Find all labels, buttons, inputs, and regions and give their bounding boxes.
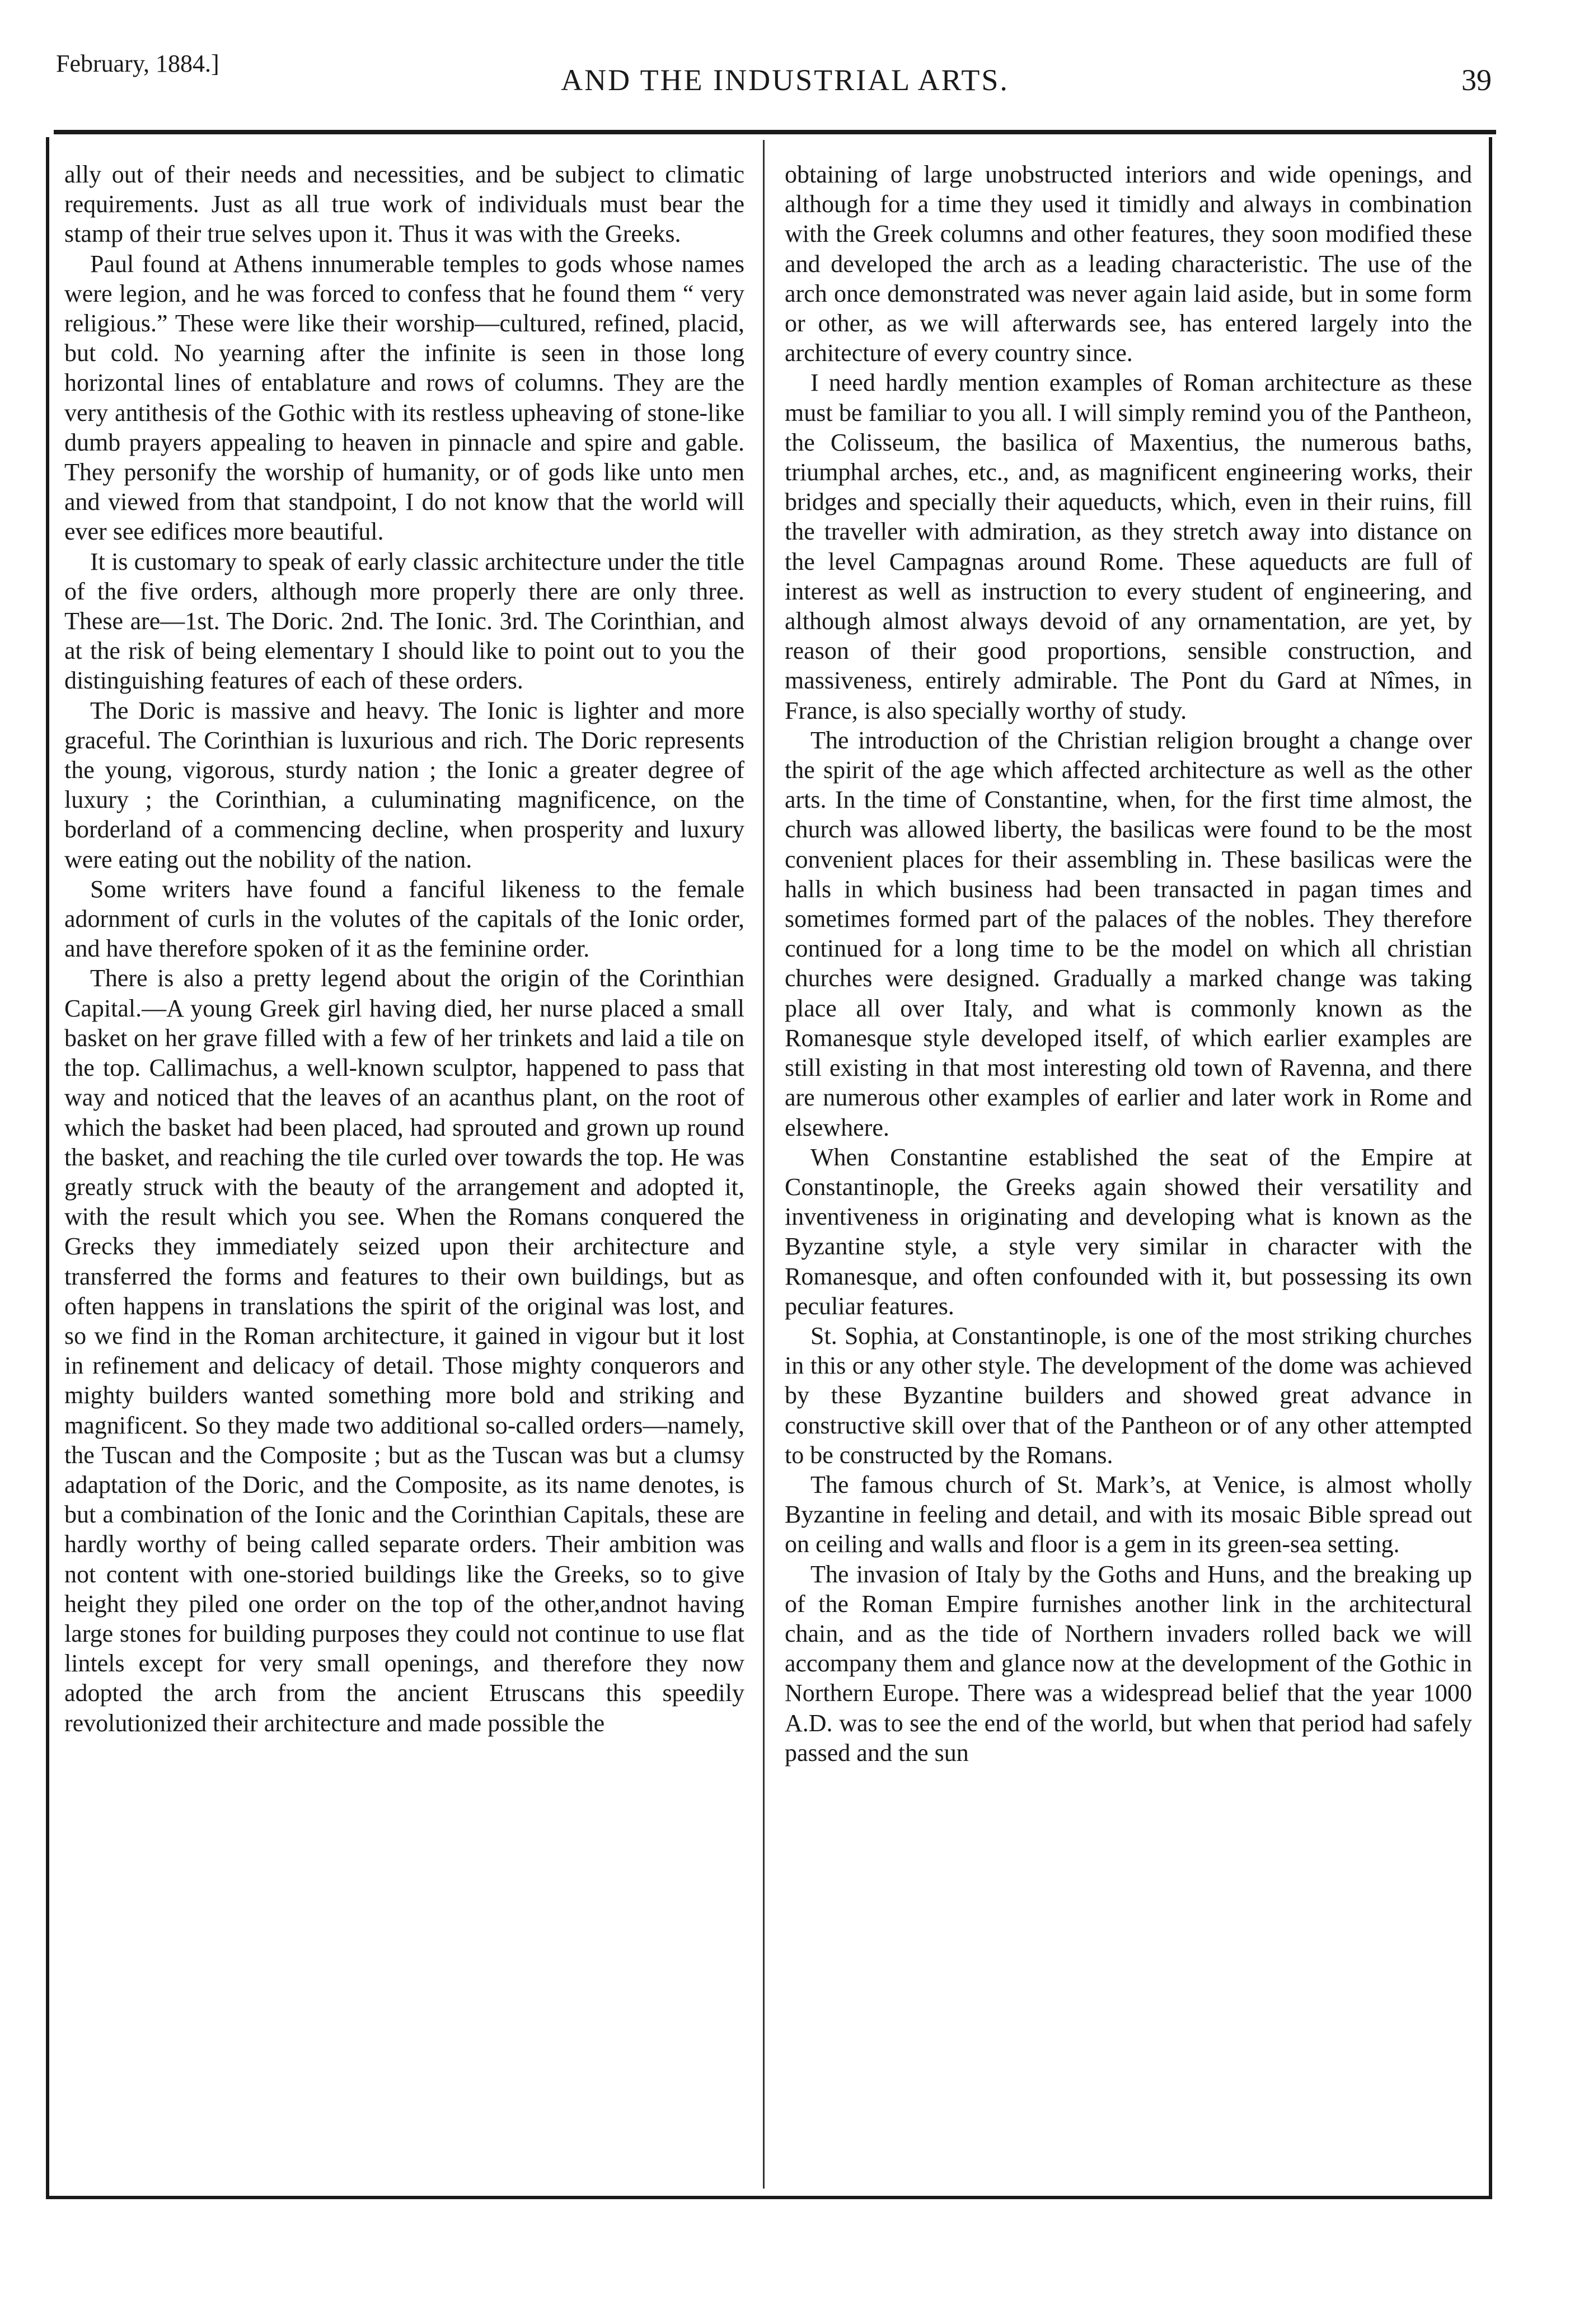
paragraph: Paul found at Athens innumerable temples to gods whose names were legion, and he was forced to confess that he found them “ very religious.” These were like their worship—cultured, refined, placid, but cold. No yearning after the infinite is seen in those long horizontal lines of entablature and rows of columns. They are the very antithesis of the Gothic with its restless upheaving of stone-like dumb prayers appealing to heaven in pinnacle and spire and gable. They personify the worship of humanity, or of gods like unto men and viewed from that standpoint, I do not know that the world will ever see edifices more beautiful. [64, 250, 744, 546]
right-column [785, 160, 1472, 2186]
paragraph: obtaining of large unobstructed interiors and wide openings, and although for a time they used it timidly and always in combination with the Greek columns and other features, they soon modified these and developed the arch as a leading characteristic. The use of the arch once demonstrated was never again laid aside, but in some form or other, as we will afterwards see, has entered largely into the architecture of every country since. [785, 161, 1472, 367]
left-border [46, 137, 49, 2198]
paragraph: When Constantine established the seat of the Empire at Constantinople, the Greeks again showed their versatility and inventiveness in originating and developing what is known as the Byzantine style, a style very similar in character with the Romanesque, and often confounded with it, but possessing its own peculiar features. [785, 1143, 1472, 1320]
header-rule [54, 130, 1496, 134]
paragraph: It is customary to speak of early classic architecture under the title of the five orders, although more properly there are only three. These are—1st. The Doric. 2nd. The Ionic. 3rd. The Corinthian, and at the risk of being elementary I should like to point out to you the distinguishing features of each of these orders. [64, 547, 744, 695]
paragraph: St. Sophia, at Constantinople, is one of the most striking churches in this or any other style. The development of the dome was achieved by these Byzantine builders and showed great advance in constructive skill over that of the Pantheon or of any other attempted to be constructed by the Romans. [785, 1322, 1472, 1469]
paragraph: The Doric is massive and heavy. The Ionic is lighter and more graceful. The Corinthian is luxurious and rich. The Doric represents the young, vigorous, sturdy nation ; the Ionic a greater degree of luxury ; the Corinthian, a culuminating magnificence, on the borderland of a commencing decline, when prosperity and luxury were eating out the nobility of the nation. [64, 696, 744, 873]
right-border [1489, 137, 1492, 2198]
paragraph: There is also a pretty legend about the origin of the Corinthian Capital.—A young Greek girl having died, her nurse placed a small basket on her grave filled with a few of her trinkets and laid a tile on the top. Callimachus, a well-known sculptor, happened to pass that way and noticed that the leaves of an acanthus plant, on the root of which the basket had been placed, had sprouted and grown up round the basket, and reaching the tile curled over towards the top. He was greatly struck with the beauty of the arrangement and adopted it, with the result which you see. When the Romans conquered the Grecks they immediately seized upon their architecture and transferred the forms and features to their own buildings, but as often happens in translations the spirit of the original was lost, and so we find in the Roman architecture, it gained in vigour but it lost in refinement and delicacy of detail. Those mighty conquerors and mighty builders wanted something more bold and striking and magnificent. So they made two additional so-called orders—namely, the Tuscan and the Composite ; but as the Tuscan was but a clumsy adaptation of the Doric, and the Composite, as its name denotes, is but a combination of the Ionic and the Corinthian Capitals, these are hardly worthy of being called separate orders. Their ambition was not content with one-storied buildings like the Greeks, so to give height they piled one order on the top of the other,andnot having large stones for building purposes they could not continue to use flat lintels except for very small openings, and therefore they now adopted the arch from the ancient Etruscans this speedily revolutionized their architecture and made possible the [64, 964, 744, 1737]
left-column [64, 160, 744, 2186]
paragraph: The famous church of St. Mark’s, at Venice, is almost wholly Byzantine in feeling and detail, and with its mosaic Bible spread out on ceiling and walls and floor is a gem in its green-sea setting. [785, 1470, 1472, 1558]
paragraph: The introduction of the Christian religion brought a change over the spirit of the age which affected architecture as well as the other arts. In the time of Constantine, when, for the first time almost, the church was allowed liberty, the basilicas were found to be the most convenient places for their assembling in. These basilicas were the halls in which business had been transacted in pagan times and sometimes formed part of the palaces of the nobles. They therefore continued for a long time to be the model on which all christian churches were designed. Gradually a marked change was taking place all over Italy, and what is commonly known as the Romanesque style developed itself, of which earlier examples are still existing in that most interesting old town of Ravenna, and there are numerous other examples of earlier and later work in Rome and elsewhere. [785, 726, 1472, 1141]
running-title: AND THE INDUSTRIAL ARTS. [561, 63, 1009, 97]
paragraph: I need hardly mention examples of Roman architecture as these must be familiar to you all. I will simply remind you of the Pantheon, the Colisseum, the basilica of Maxentius, the numerous baths, triumphal arches, etc., and, as magnificent engineering works, their bridges and specially their aqueducts, which, even in their ruins, fill the traveller with admiration, as they stretch away into distance on the level Campagnas around Rome. These aqueducts are full of interest as well as instruction to every student of engineering, and although almost always devoid of any ornamentation, are yet, by reason of their good proportions, sensible construction, and massiveness, entirely admirable. The Pont du Gard at Nîmes, in France, is also specially worthy of study. [785, 369, 1472, 724]
paragraph: The invasion of Italy by the Goths and Huns, and the breaking up of the Roman Empire furnishes another link in the architectural chain, and as the tide of Northern invaders rolled back we will accompany them and glance now at the development of the Gothic in Northern Europe. There was a widespread belief that the year 1000 A.D. was to see the end of the world, but when that period had safely passed and the sun [785, 1560, 1472, 1767]
page-number: 39 [1461, 63, 1492, 97]
paragraph: ally out of their needs and necessities, and be subject to climatic requirements. Just as all true work of individuals must bear the stamp of their true selves upon it. Thus it was with the Greeks. [64, 161, 744, 248]
paragraph: Some writers have found a fanciful likeness to the female adornment of curls in the volutes of the capitals of the Ionic order, and have therefore spoken of it as the feminine order. [64, 875, 744, 963]
column-divider [763, 140, 765, 2189]
footer-rule [46, 2196, 1492, 2199]
issue-date: February, 1884.] [56, 50, 219, 77]
